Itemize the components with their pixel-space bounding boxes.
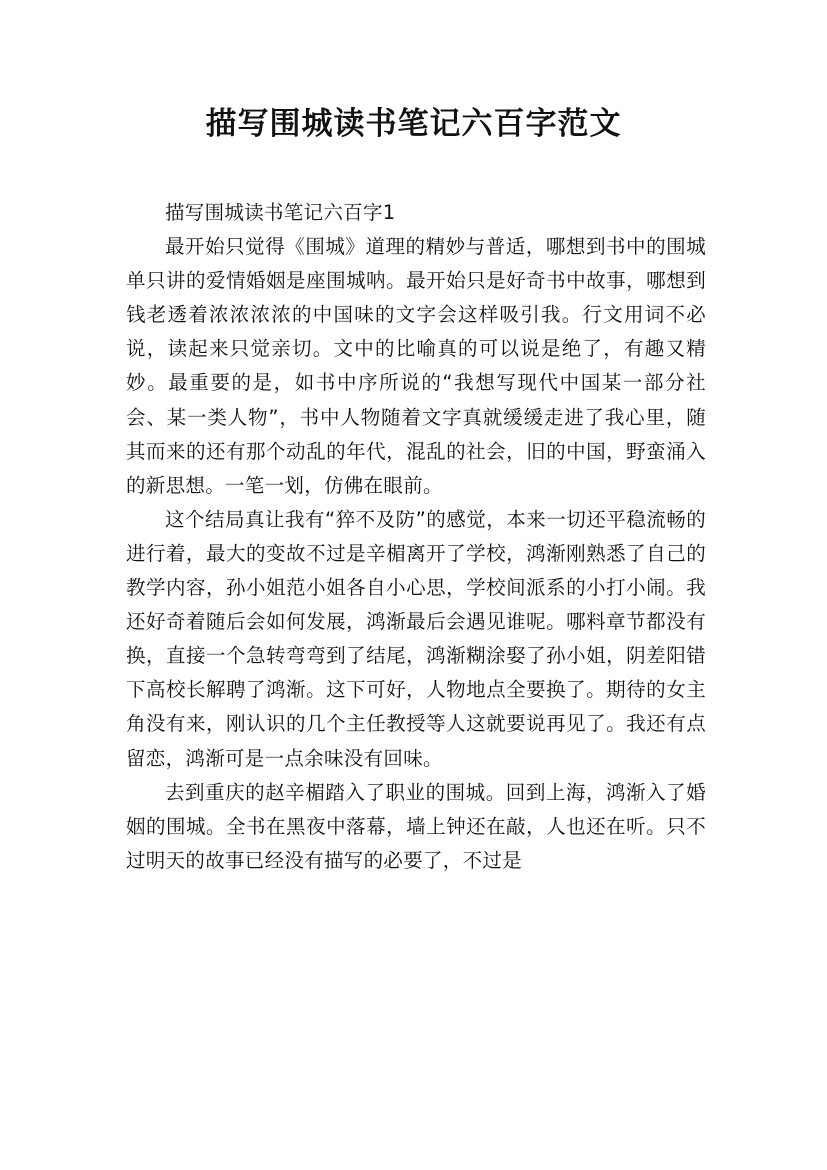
section-heading: 描写围城读书笔记六百字1 [165,201,396,224]
document-body [126,196,706,878]
paragraph-3: 去到重庆的赵辛楣踏入了职业的围城。回到上海，鸿渐入了婚姻的围城。全书在黑夜中落幕，墙上钟还在敲，人也还在听。只不过明天的故事已经没有描写的必要了，不过是 [126,780,706,872]
paragraph-1: 最开始只觉得《围城》道理的精妙与普适，哪想到书中的围城单只讲的爱情婚姻是座围城呐。最开始只是好奇书中故事，哪想到钱老透着浓浓浓浓的中国味的文字会这样吸引我。行文用词不必说，读起来只觉亲切。文中的比喻真的可以说是绝了，有趣又精妙。最重要的是，如书中序所说的“我想写现代中国某一部分社会、某一类人物”，书中人物随着文字真就缓缓走进了我心里，随其而来的还有那个动乱的年代，混乱的社会，旧的中国，野蛮涌入的新思想。一笔一划，仿佛在眼前。 [126,235,706,497]
paragraph-2: 这个结局真让我有“猝不及防”的感觉，本来一切还平稳流畅的进行着，最大的变故不过是辛楣离开了学校，鸿渐刚熟悉了自己的教学内容，孙小姐范小姐各自小心思，学校间派系的小打小闹。我还好奇着随后会如何发展，鸿渐最后会遇见谁呢。哪料章节都没有换，直接一个急转弯弯到了结尾，鸿渐糊涂娶了孙小姐，阴差阳错下高校长解聘了鸿渐。这下可好，人物地点全要换了。期待的女主角没有来，刚认识的几个主任教授等人这就要说再见了。我还有点留恋，鸿渐可是一点余味没有回味。 [126,507,706,770]
document-title: 描写围城读书笔记六百字范文 [205,106,622,142]
